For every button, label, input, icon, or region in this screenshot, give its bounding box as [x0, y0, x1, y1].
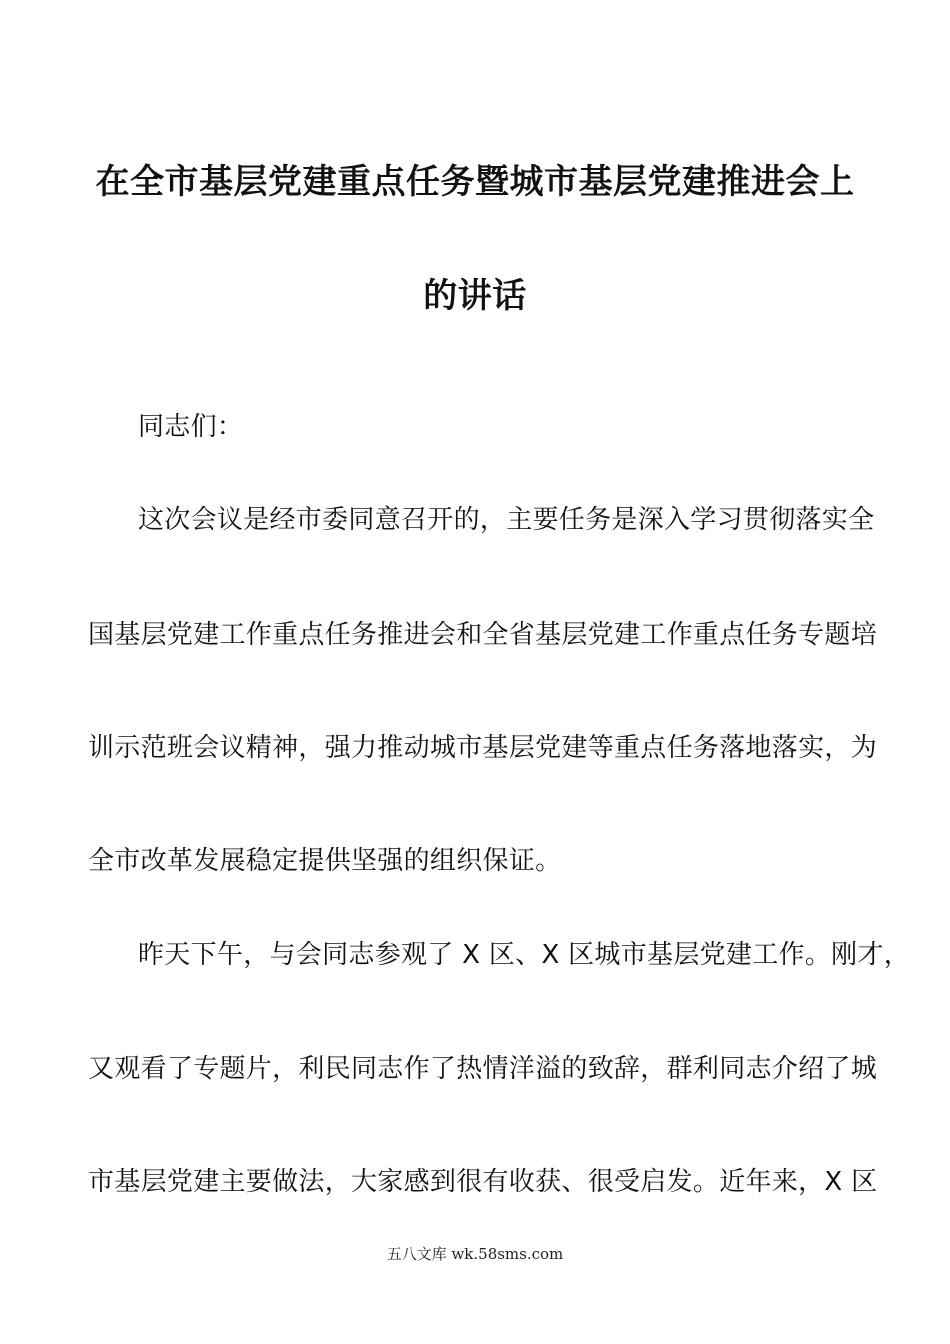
paragraph1-line-2: 国基层党建工作重点任务推进会和全省基层党建工作重点任务专题培: [88, 620, 878, 650]
paragraph1-line-1: 这次会议是经市委同意召开的，主要任务是深入学习贯彻落实全: [138, 505, 875, 535]
paragraph2-line-2: 又观看了专题片，利民同志作了热情洋溢的致辞，群利同志介绍了城: [88, 1054, 878, 1084]
paragraph2-line-1: 昨天下午，与会同志参观了 X 区、X 区城市基层党建工作。刚才，: [138, 940, 911, 970]
paragraph1-line-3: 训示范班会议精神，强力推动城市基层党建等重点任务落地落实，为: [88, 733, 878, 763]
document-title-line-2: 的讲话: [423, 276, 527, 316]
footer-watermark: 五八文库 wk.58sms.com: [386, 1245, 564, 1263]
paragraph1-line-4: 全市改革发展稳定提供坚强的组织保证。: [88, 846, 562, 876]
document-title-line-1: 在全市基层党建重点任务暨城市基层党建推进会上: [95, 162, 855, 202]
salutation: 同志们：: [138, 412, 244, 442]
paragraph2-line-3: 市基层党建主要做法，大家感到很有收获、很受启发。近年来，X 区: [88, 1167, 878, 1197]
